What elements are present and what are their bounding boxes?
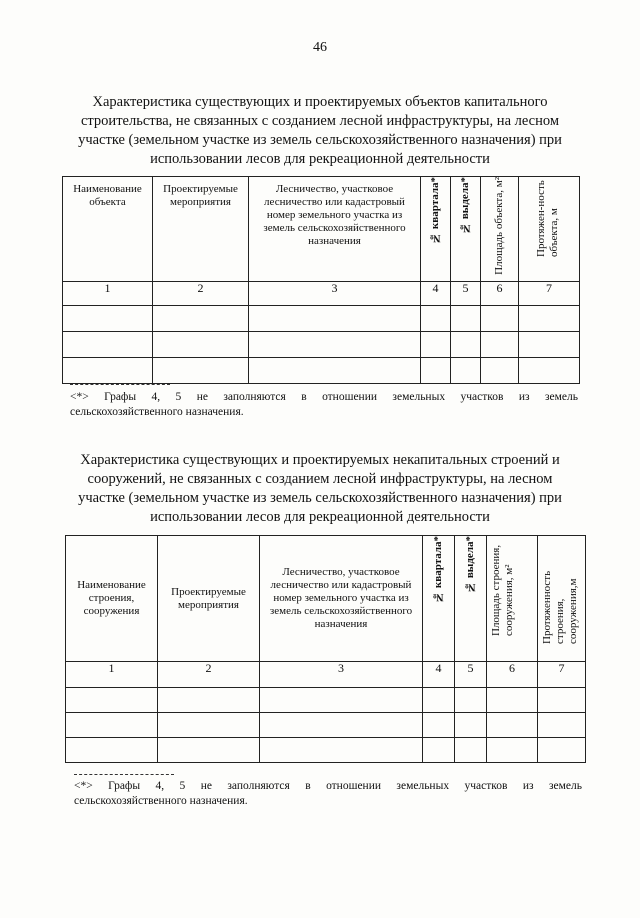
- section1-table: [62, 176, 580, 384]
- header-quarter-number: № квартала*: [421, 177, 451, 282]
- column-number: 5: [455, 662, 487, 688]
- table-header-row: [66, 536, 586, 662]
- section2-footnote: <*> Графы 4, 5 не заполняются в отношении земельных участков из земель сельскохозяйственного назначения.: [74, 780, 582, 807]
- column-number: 7: [538, 662, 586, 688]
- footnote-divider: [74, 774, 174, 775]
- column-number-row: [63, 281, 580, 305]
- footnote-divider: [70, 384, 170, 385]
- table-row: [63, 357, 580, 383]
- column-number: 7: [519, 281, 580, 305]
- header-planned-measures: Проектируемые мероприятия: [153, 177, 249, 282]
- section1-footnote: <*> Графы 4, 5 не заполняются в отношении земельных участков из земель сельскохозяйственного назначения.: [70, 391, 578, 418]
- column-number: 2: [153, 281, 249, 305]
- header-object-name: Наименование объекта: [63, 177, 153, 282]
- table-row: [63, 305, 580, 331]
- column-number: 5: [451, 281, 481, 305]
- section1-title-line: использовании лесов для рекреационной деятельности: [150, 151, 490, 167]
- column-number-row: [66, 662, 586, 688]
- column-number: 3: [260, 662, 423, 688]
- header-quarter-number: № квартала*: [423, 536, 455, 662]
- table-row: [63, 331, 580, 357]
- header-allotment-number: № выдела*: [455, 536, 487, 662]
- table-row: [66, 713, 586, 738]
- header-length: Протяжен-ность объекта, м: [519, 177, 580, 282]
- column-number: 4: [423, 662, 455, 688]
- column-number: 1: [66, 662, 158, 688]
- table-row: [66, 688, 586, 713]
- section1-title-line: участке (земельном участке из земель сельскохозяйственного назначения) при: [78, 132, 562, 148]
- table-header-row: [63, 177, 580, 282]
- section2-title-line: Характеристика существующих и проектируемых некапитальных строений и: [80, 452, 560, 468]
- header-structure-name: Наименование строения, сооружения: [66, 536, 158, 662]
- column-number: 6: [481, 281, 519, 305]
- column-number: 4: [421, 281, 451, 305]
- section1-title-line: строительства, не связанных с созданием лесной инфраструктуры, на лесном: [80, 113, 560, 129]
- table-row: [66, 738, 586, 763]
- page-number: 46: [313, 40, 327, 55]
- header-length: Протяженность строения, сооружения,м: [538, 536, 586, 662]
- header-planned-measures: Проектируемые мероприятия: [158, 536, 260, 662]
- header-forestry: Лесничество, участковое лесничество или кадастровый номер земельного участка из земель сельскохозяйственного назначения: [249, 177, 421, 282]
- section2-table: [65, 535, 586, 763]
- column-number: 1: [63, 281, 153, 305]
- section2-title-line: использовании лесов для рекреационной деятельности: [150, 509, 490, 525]
- column-number: 2: [158, 662, 260, 688]
- section1-title: [70, 93, 570, 169]
- header-area: Площадь строения, сооружения, м²: [487, 536, 538, 662]
- section1-title-line: Характеристика существующих и проектируемых объектов капитального: [92, 94, 548, 110]
- section2-title: [70, 451, 570, 527]
- header-area: Площадь объекта, м²: [481, 177, 519, 282]
- header-forestry: Лесничество, участковое лесничество или кадастровый номер земельного участка из земель сельскохозяйственного назначения: [260, 536, 423, 662]
- section2-title-line: участке (земельном участке из земель сельскохозяйственного назначения) при: [78, 490, 562, 506]
- column-number: 3: [249, 281, 421, 305]
- header-allotment-number: № выдела*: [451, 177, 481, 282]
- column-number: 6: [487, 662, 538, 688]
- section2-title-line: сооружений, не связанных с созданием лесной инфраструктуры, на лесном: [87, 471, 553, 487]
